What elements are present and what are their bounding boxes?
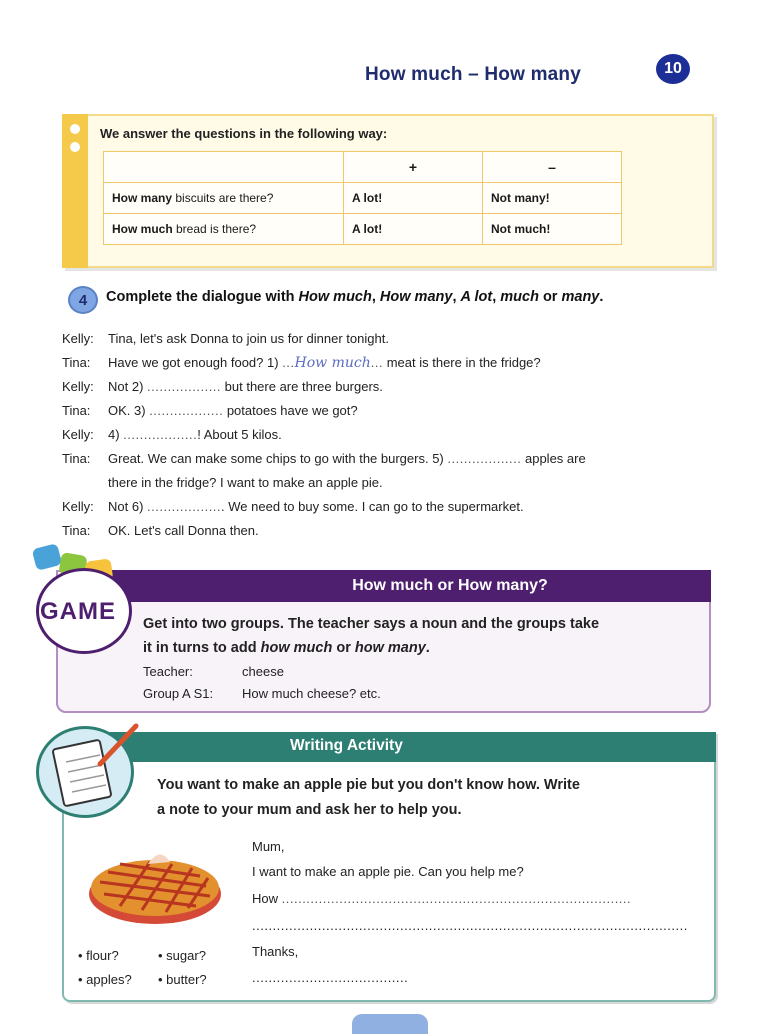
instruction-line: a note to your mum and ask her to help you. (157, 802, 462, 818)
answer-blank[interactable]: .................. (123, 427, 198, 442)
table-header-cell: + (344, 152, 483, 183)
blank-dots: ... (282, 355, 295, 370)
letter-greeting: Mum, (252, 839, 285, 854)
table-cell-minus: Not much! (483, 214, 622, 245)
unit-number-badge: 10 (656, 54, 690, 84)
answer-blank[interactable]: .................. (147, 499, 222, 514)
exercise-instruction (106, 289, 603, 305)
dialogue-line (108, 403, 358, 418)
ingredient-item: • butter? (158, 972, 207, 987)
line-text: but there are three burgers. (221, 379, 383, 394)
letter-how (252, 891, 631, 906)
question-rest: bread is there? (172, 222, 257, 236)
option-many: many (561, 289, 600, 305)
ingredient-label: apples? (86, 972, 132, 987)
question-keyword: How many (112, 191, 173, 205)
binder-hole-icon (70, 142, 80, 152)
line-text: Have we got enough food? 1) (108, 355, 283, 370)
game-title: How much or How many? (352, 577, 548, 594)
dialogue-line: OK. Let's call Donna then. (108, 523, 259, 538)
table-cell-question (104, 214, 344, 245)
line-text: Not 2) (108, 379, 148, 394)
table-cell-minus: Not many! (483, 183, 622, 214)
how-label: How (252, 891, 279, 906)
instruction-text: Complete the dialogue with (106, 289, 299, 305)
ingredient-item: • apples? (78, 972, 132, 987)
instruction-end: . (599, 289, 604, 305)
dialogue-line (108, 427, 282, 442)
ingredient-label: butter? (166, 972, 207, 987)
blank-dots: ... (370, 355, 384, 370)
ingredient-item: • flour? (78, 948, 119, 963)
instruction-text: or (332, 640, 355, 656)
game-badge-label: GAME (40, 598, 116, 625)
instruction-line: Get into two groups. The teacher says a noun and the groups take (143, 616, 600, 632)
line-text: OK. 3) (108, 403, 150, 418)
grammar-intro: We answer the questions in the following way: (100, 126, 388, 141)
table-header-cell: – (483, 152, 622, 183)
option-how-many: How many (379, 289, 453, 305)
instruction-line: You want to make an apple pie but you don't know how. Write (157, 777, 580, 793)
question-keyword: How much (112, 222, 173, 236)
table-row (104, 183, 622, 214)
dialogue-line-continued: there in the fridge? I want to make an apple pie. (108, 475, 383, 490)
page-tab (352, 1014, 428, 1034)
speaker-label: Tina: (62, 355, 91, 370)
line-text: . We need to buy some. I can go to the supermarket. (221, 499, 524, 514)
writing-blank[interactable]: .......................................................................................................... (252, 918, 688, 933)
example-who: Teacher: (143, 664, 193, 679)
line-text: ! About 5 kilos. (197, 427, 282, 442)
ingredient-label: sugar? (166, 948, 206, 963)
keyword-how-many: how many (354, 640, 426, 656)
line-text: apples are (521, 451, 586, 466)
table-row (104, 214, 622, 245)
option-much: much (500, 289, 539, 305)
example-says: cheese (242, 664, 284, 679)
table-header-row (104, 152, 622, 183)
writing-title-bar (110, 732, 716, 762)
option-how-much: How much (298, 289, 372, 305)
keyword-how-much: how much (260, 640, 333, 656)
separator: , (492, 289, 501, 305)
line-text: Great. We can make some chips to go with the burgers. 5) (108, 451, 448, 466)
grammar-box-strip (62, 114, 88, 268)
ingredient-item: • sugar? (158, 948, 206, 963)
example-says: How much cheese? etc. (242, 686, 381, 701)
separator: , (371, 289, 380, 305)
line-text: meat is there in the fridge? (383, 355, 541, 370)
page-title: How much – How many (365, 64, 582, 85)
dialogue-line (108, 355, 541, 371)
grammar-table (103, 151, 622, 245)
answer-blank[interactable]: .................. (147, 379, 222, 394)
line-text: potatoes have we got? (223, 403, 358, 418)
speaker-label: Kelly: (62, 499, 94, 514)
puzzle-piece-icon (32, 543, 63, 571)
speaker-label: Kelly: (62, 379, 94, 394)
answer-blank[interactable]: .................. (447, 451, 522, 466)
line-text: 4) (108, 427, 124, 442)
example-who: Group A S1: (143, 686, 214, 701)
dialogue-line (108, 499, 524, 514)
separator: or (538, 289, 562, 305)
table-cell-question (104, 183, 344, 214)
dialogue-line (108, 379, 383, 394)
speaker-label: Tina: (62, 523, 91, 538)
option-a-lot: A lot (460, 289, 493, 305)
instruction-line (143, 636, 683, 660)
answer-blank[interactable]: .................. (149, 403, 224, 418)
letter-thanks: Thanks, (252, 944, 299, 959)
speaker-label: Tina: (62, 451, 91, 466)
exercise-number-badge: 4 (68, 286, 98, 314)
notepad-pencil-icon (44, 722, 144, 812)
instruction-text: . (425, 640, 430, 656)
table-cell-plus: A lot! (344, 183, 483, 214)
instruction-text: it in turns to add (143, 640, 261, 656)
handwritten-answer: How much (294, 355, 371, 371)
separator: , (452, 289, 461, 305)
letter-line: I want to make an apple pie. Can you help me? (252, 864, 524, 879)
table-header-cell (104, 152, 344, 183)
speaker-label: Kelly: (62, 427, 94, 442)
speaker-label: Kelly: (62, 331, 94, 346)
binder-hole-icon (70, 124, 80, 134)
writing-blank[interactable]: ..................................................................................... (281, 891, 632, 906)
dialogue-line (108, 451, 714, 466)
question-rest: biscuits are there? (172, 191, 274, 205)
table-cell-plus: A lot! (344, 214, 483, 245)
speaker-label: Tina: (62, 403, 91, 418)
apple-pie-icon (80, 846, 230, 930)
game-instruction (143, 612, 683, 660)
line-text: Not 6) (108, 499, 148, 514)
signature-blank[interactable]: ...................................... (252, 970, 409, 985)
dialogue-line: Tina, let's ask Donna to join us for dinner tonight. (108, 331, 389, 346)
writing-title: Writing Activity (290, 737, 403, 754)
writing-instruction (157, 773, 677, 823)
ingredient-label: flour? (86, 948, 119, 963)
